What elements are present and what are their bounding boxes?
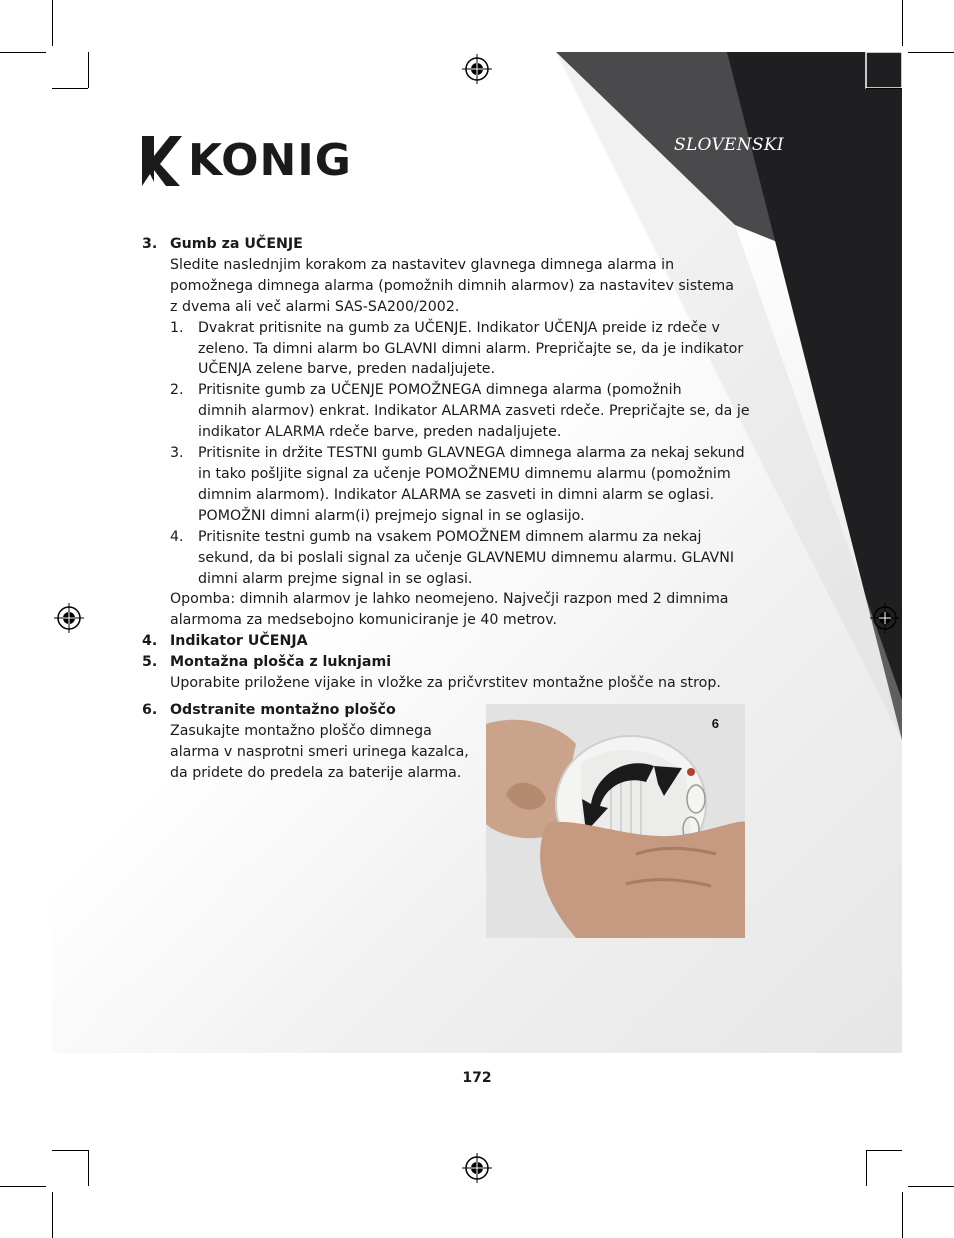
registration-mark-icon [870, 603, 900, 633]
text-line: indikator ALARMA rdeče barve, preden nadaljujete. [198, 424, 562, 441]
crop-mark [52, 88, 88, 89]
note-line: Opomba: dimnih alarmov je lahko neomejeno. Največji razpon med 2 dimnima [170, 591, 729, 608]
text-line: Pritisnite testni gumb na vsakem POMOŽNEM dimnem alarmu za nekaj [198, 528, 702, 545]
crop-mark [902, 1192, 903, 1238]
section-number: 3. [142, 236, 158, 252]
registration-mark-icon [462, 1153, 492, 1183]
step-number: 4. [170, 528, 184, 545]
crop-mark [908, 1186, 954, 1187]
text-line: zeleno. Ta dimni alarm bo GLAVNI dimni alarm. Prepričajte se, da je indikator [198, 340, 744, 357]
text-line: z dvema ali več alarmi SAS-SA200/2002. [170, 298, 460, 315]
text-line: Zasukajte montažno ploščo dimnega [170, 722, 432, 739]
step-3 [170, 443, 760, 527]
section-3 [140, 234, 760, 631]
crop-mark [52, 1192, 53, 1238]
instructions [140, 234, 760, 694]
hands-rotating-alarm-image [486, 704, 745, 938]
section-5 [140, 652, 760, 694]
crop-mark [866, 1150, 867, 1186]
text-line: sekund, da bi poslali signal za učenje GLAVNEMU dimnemu alarmu. GLAVNI [198, 549, 735, 566]
crop-mark [0, 1186, 46, 1187]
section-number: 4. [142, 633, 158, 650]
crop-mark [52, 0, 53, 46]
text-line: in tako pošljite signal za učenje POMOŽNEMU dimnemu alarmu (pomožnim [198, 465, 731, 482]
smoke-alarm-photo [486, 704, 745, 938]
text-line: Sledite naslednjim korakom za nastavitev glavnega dimnega alarma in [170, 256, 675, 273]
text-line: UČENJA zelene barve, preden nadaljujete. [198, 361, 495, 378]
konig-k-icon [140, 134, 182, 188]
step-number: 1. [170, 319, 184, 336]
section-6 [140, 700, 500, 784]
step-2 [170, 380, 760, 443]
crop-mark [88, 52, 89, 88]
section-title: Indikator UČENJA [170, 633, 308, 650]
step-1 [170, 318, 760, 381]
section-title: Montažna plošča z luknjami [170, 654, 392, 671]
text-line: Pritisnite gumb za UČENJE POMOŽNEGA dimnega alarma (pomožnih [198, 382, 682, 399]
language-label: SLOVENSKI [674, 135, 784, 155]
crop-mark [866, 88, 902, 89]
text-line: dimnih alarmov) enkrat. Indikator ALARMA zasveti rdeče. Prepričajte se, da je [198, 403, 750, 420]
registration-mark-icon [54, 603, 84, 633]
text-line: Uporabite priložene vijake in vložke za pričvrstitev montažne plošče na strop. [170, 675, 721, 692]
crop-mark [866, 1150, 902, 1151]
page-number: 172 [462, 1070, 492, 1086]
text-line: Pritisnite in držite TESTNI gumb GLAVNEGA dimnega alarma za nekaj sekund [198, 445, 745, 462]
text-line: POMOŽNI dimni alarm(i) prejmejo signal in se oglasijo. [198, 507, 585, 524]
figure-number: 6 [711, 716, 719, 731]
crop-mark [52, 1150, 88, 1151]
section-4 [140, 631, 760, 652]
text-line: da pridete do predela za baterije alarma. [170, 764, 462, 781]
text-line: alarma v nasprotni smeri urinega kazalca, [170, 743, 469, 760]
section-title: Gumb za UČENJE [170, 236, 303, 252]
crop-mark [88, 1150, 89, 1186]
step-4 [170, 527, 760, 590]
registration-mark-icon [462, 54, 492, 84]
text-line: pomožnega dimnega alarma (pomožnih dimnih alarmov) za nastavitev sistema [170, 277, 734, 294]
section-number: 5. [142, 654, 158, 671]
step-number: 3. [170, 445, 184, 462]
brand-wordmark: KONIG [188, 135, 352, 186]
text-line: Dvakrat pritisnite na gumb za UČENJE. Indikator UČENJA preide iz rdeče v [198, 319, 720, 336]
section-number: 6. [142, 702, 158, 718]
crop-mark [0, 52, 46, 53]
brand-logo [140, 134, 352, 188]
text-line: dimni alarm prejme signal in se oglasi. [198, 570, 473, 587]
crop-mark [908, 52, 954, 53]
step-number: 2. [170, 382, 184, 399]
section-title: Odstranite montažno ploščo [170, 702, 396, 718]
crop-mark [902, 0, 903, 46]
text-line: dimnim alarmom). Indikator ALARMA se zasveti in dimni alarm se oglasi. [198, 486, 715, 503]
note-line: alarmoma za medsebojno komuniciranje je 40 metrov. [170, 612, 558, 629]
